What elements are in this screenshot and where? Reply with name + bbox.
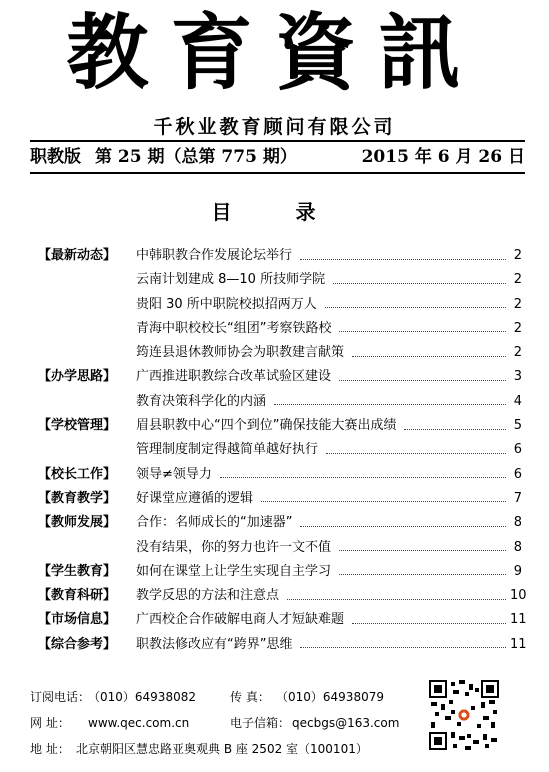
toc-entry[interactable] (136, 365, 522, 389)
toc-leader-dots (352, 356, 506, 357)
toc-category: 【办学思路】 (38, 369, 117, 385)
toc-entry-title[interactable]: 好课堂应遵循的逻辑 (136, 490, 254, 506)
toc-entry-title[interactable]: 教学反思的方法和注意点 (136, 588, 280, 604)
issue-date: 2015 年 6 月 26 日 (361, 147, 525, 167)
toc-row[interactable] (38, 633, 527, 657)
toc-category: 【教育科研】 (38, 588, 117, 604)
toc-entry-title[interactable]: 如何在课堂上让学生实现自主学习 (136, 563, 332, 579)
toc-entry-title[interactable]: 云南计划建成 8—10 所技师学院 (136, 272, 326, 288)
fax-number: （010）64938079 (276, 690, 384, 704)
contact-footer (30, 684, 430, 762)
toc-leader-dots (339, 331, 506, 332)
toc-entry-title[interactable]: 中韩职教合作发展论坛举行 (136, 248, 293, 263)
toc-page-number: 10 (510, 588, 527, 604)
toc-entry[interactable] (136, 560, 522, 584)
toc-leader-dots (339, 550, 506, 551)
toc-entry[interactable] (136, 414, 522, 438)
toc-row[interactable] (38, 608, 527, 632)
subscribe-label: 订阅电话： (30, 690, 91, 704)
company-name: 千秋业教育顾问有限公司 (153, 116, 396, 138)
toc-page-number: 5 (513, 418, 522, 434)
toc-page-number: 2 (513, 320, 522, 336)
toc-entry-title[interactable]: 广西推进职教综合改革试验区建设 (136, 369, 332, 385)
toc-category: 【校长工作】 (38, 466, 117, 482)
email-link[interactable]: qecbgs@163.com (292, 716, 400, 730)
toc-category: 【综合参考】 (38, 636, 117, 652)
toc-entry-title[interactable]: 广西校企合作破解电商人才短缺难题 (136, 612, 345, 628)
toc-page-number: 9 (513, 563, 522, 579)
toc-row[interactable] (38, 341, 522, 365)
toc-category: 【最新动态】 (38, 248, 117, 263)
email-label: 电子信箱： (230, 716, 291, 730)
toc-entry-title[interactable]: 筠连县退休教师协会为职教建言献策 (136, 345, 345, 361)
toc-entry[interactable] (136, 317, 522, 341)
footer-row-web (30, 710, 430, 736)
toc-row[interactable] (38, 438, 522, 462)
toc-leader-dots (326, 453, 506, 454)
toc-leader-dots (333, 283, 506, 284)
toc-leader-dots (300, 526, 506, 527)
toc-leader-dots (325, 307, 506, 308)
toc-category: 【教育教学】 (38, 490, 117, 506)
toc-page-number: 7 (513, 490, 522, 506)
toc-category: 【教师发展】 (38, 515, 117, 531)
toc-leader-dots (404, 429, 506, 430)
toc-row[interactable] (38, 560, 522, 584)
toc-page-number: 8 (513, 539, 522, 555)
issue-number: 第 25 期（总第 775 期） (95, 147, 297, 167)
edition-label: 职教版 (30, 147, 81, 167)
toc-entry[interactable] (136, 390, 522, 414)
masthead-title: 教育資訊 (66, 5, 483, 101)
web-label: 网 址： (30, 716, 70, 730)
toc-page-number: 11 (510, 636, 527, 652)
issue-line (30, 140, 525, 174)
toc-leader-dots (300, 647, 506, 648)
toc-entry[interactable] (136, 511, 522, 535)
toc-row[interactable] (38, 536, 522, 560)
toc-entry[interactable] (136, 633, 527, 657)
toc-entry-title[interactable]: 眉县职教中心“四个到位”确保技能大赛出成绩 (136, 418, 397, 434)
fax-label: 传 真： (230, 690, 270, 704)
toc-row[interactable] (38, 390, 522, 414)
toc-entry[interactable] (136, 584, 527, 608)
footer-row-address (30, 736, 430, 762)
web-link[interactable]: www.qec.com.cn (88, 716, 190, 730)
toc-title: 目 录 (211, 200, 338, 224)
toc-leader-dots (352, 623, 506, 624)
toc-page-number: 8 (513, 515, 522, 531)
toc-entry-title[interactable]: 职教法修改应有“跨界”思维 (136, 636, 293, 652)
toc-page-number: 11 (510, 612, 527, 628)
toc-entry-title[interactable]: 合作：名师成长的“加速器” (136, 515, 293, 531)
toc-page-number: 2 (513, 248, 522, 263)
toc-row[interactable] (38, 487, 522, 511)
toc-leader-dots (287, 599, 506, 600)
subscribe-phone: （010）64938082 (88, 690, 196, 704)
toc-row[interactable] (38, 365, 522, 389)
toc-leader-dots (261, 501, 506, 502)
toc-leader-dots (274, 404, 506, 405)
toc-category: 【市场信息】 (38, 612, 117, 628)
toc-leader-dots (339, 574, 506, 575)
toc-category: 【学校管理】 (38, 418, 117, 434)
toc-page-number: 6 (513, 442, 522, 458)
toc-entry[interactable] (136, 438, 522, 462)
toc-entry[interactable] (136, 341, 522, 365)
toc-row[interactable] (38, 317, 522, 341)
toc-entry-title[interactable]: 管理制度制定得越简单越好执行 (136, 442, 319, 458)
toc-entry-title[interactable]: 贵阳 30 所中职院校拟招两万人 (136, 296, 317, 312)
toc-entry-title[interactable]: 教育决策科学化的内涵 (136, 393, 267, 409)
toc-row[interactable] (38, 268, 522, 292)
toc-page-number: 3 (513, 369, 522, 385)
toc-row[interactable] (38, 584, 527, 608)
toc-page-number: 6 (513, 466, 522, 482)
qr-code-icon (429, 680, 499, 750)
toc-entry[interactable] (136, 244, 522, 268)
toc-leader-dots (339, 380, 506, 381)
toc-page-number: 2 (513, 272, 522, 288)
toc-page-number: 2 (513, 296, 522, 312)
toc-entry[interactable] (136, 293, 522, 317)
toc-entry[interactable] (136, 608, 527, 632)
toc-entry-title[interactable]: 没有结果，你的努力也许一文不值 (136, 539, 332, 555)
address-label: 地 址： (30, 742, 70, 756)
toc-page-number: 2 (513, 345, 522, 361)
toc-row[interactable] (38, 293, 522, 317)
toc-entry[interactable] (136, 536, 522, 560)
toc-entry[interactable] (136, 268, 522, 292)
toc-row[interactable] (38, 511, 522, 535)
address-text: 北京朝阳区慧忠路亚奥观典 B 座 2502 室（100101） (76, 742, 368, 756)
toc-row[interactable] (38, 244, 522, 268)
toc-leader-dots (300, 259, 506, 260)
toc-page-number: 4 (513, 393, 522, 409)
toc-entry[interactable] (136, 463, 522, 487)
toc-entry[interactable] (136, 487, 522, 511)
toc-entry-title[interactable]: 青海中职校校长“组团”考察铁路校 (136, 320, 332, 336)
toc-row[interactable] (38, 414, 522, 438)
toc-leader-dots (220, 477, 506, 478)
footer-row-phone (30, 684, 430, 710)
table-of-contents (38, 244, 527, 657)
toc-category: 【学生教育】 (38, 563, 117, 579)
toc-entry-title[interactable]: 领导≠领导力 (136, 466, 212, 482)
toc-row[interactable] (38, 463, 522, 487)
